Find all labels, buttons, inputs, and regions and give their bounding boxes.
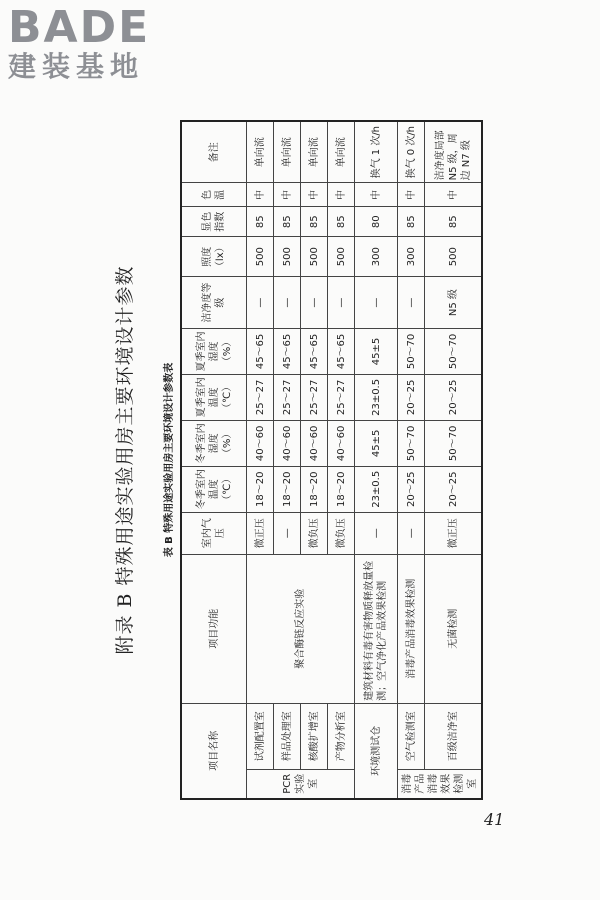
logo-subtitle: 建装基地 [8, 50, 145, 83]
group-pcr: PCR实验室 [247, 769, 355, 799]
logo-wordmark: BADE [8, 2, 151, 53]
row-summer-temp: 20～25 [398, 374, 425, 420]
page-number: 41 [484, 810, 505, 829]
row-color-rendering: 85 [274, 207, 301, 237]
row-winter-humidity: 40～60 [328, 420, 355, 466]
row-notes: 单向流 [274, 121, 301, 183]
row-winter-temp: 20～25 [398, 466, 425, 512]
bade-logo [8, 2, 178, 96]
header-illuminance: 照度（lx） [181, 237, 247, 277]
table-row [355, 121, 398, 799]
row-winter-temp: 18～20 [328, 466, 355, 512]
appendix-title: 附录 B 特殊用途实验用房主要环境设计参数 [114, 265, 136, 655]
row-color-temp: 中 [355, 183, 398, 207]
row-pressure: 微正压 [425, 512, 483, 554]
table-row [425, 121, 483, 799]
header-pressure: 室内气压 [181, 512, 247, 554]
row-pressure: — [355, 512, 398, 554]
row-name: 环境测试仓 [355, 703, 398, 799]
environment-parameter-table [180, 120, 483, 800]
row-summer-temp: 25～27 [301, 374, 328, 420]
row-pressure: — [398, 512, 425, 554]
row-winter-humidity: 40～60 [301, 420, 328, 466]
header-cleanliness: 洁净度等级 [181, 277, 247, 329]
row-notes: 单向流 [301, 121, 328, 183]
row-color-temp: 中 [425, 183, 483, 207]
row-summer-humidity: 45±5 [355, 328, 398, 374]
row-illuminance: 500 [301, 237, 328, 277]
rotated-page-content [110, 120, 490, 800]
header-color-temp: 色温 [181, 183, 247, 207]
row-cleanliness: N5 级 [425, 277, 483, 329]
row-color-rendering: 80 [355, 207, 398, 237]
row-winter-humidity: 50～70 [398, 420, 425, 466]
row-summer-temp: 25～27 [247, 374, 274, 420]
row-color-temp: 中 [301, 183, 328, 207]
row-color-temp: 中 [328, 183, 355, 207]
row-winter-temp: 23±0.5 [355, 466, 398, 512]
row-color-rendering: 85 [301, 207, 328, 237]
row-notes: 换气 0 次/h [398, 121, 425, 183]
row-summer-humidity: 45～65 [328, 328, 355, 374]
row-illuminance: 500 [274, 237, 301, 277]
row-name: 产物分析室 [328, 703, 355, 769]
row-pressure: 微负压 [328, 512, 355, 554]
row-color-rendering: 85 [425, 207, 483, 237]
row-summer-humidity: 45～65 [301, 328, 328, 374]
table-caption: 表 B 特殊用途实验用房主要环境设计参数表 [164, 362, 175, 558]
row-name: 百级洁净室 [425, 703, 483, 769]
row-name: 核酸扩增室 [301, 703, 328, 769]
header-function: 项目功能 [181, 554, 247, 703]
row-pressure: 微正压 [247, 512, 274, 554]
row-function: 无菌检测 [425, 554, 483, 703]
row-name: 空气检测室 [398, 703, 425, 769]
row-color-temp: 中 [398, 183, 425, 207]
row-pressure: — [274, 512, 301, 554]
row-notes: 单向流 [328, 121, 355, 183]
row-function: 聚合酶链反应实验 [247, 554, 355, 703]
row-illuminance: 500 [247, 237, 274, 277]
row-notes: 洁净度局部 N5 级，周边 N7 级 [425, 121, 483, 183]
row-summer-temp: 23±0.5 [355, 374, 398, 420]
row-winter-temp: 18～20 [301, 466, 328, 512]
row-winter-humidity: 40～60 [274, 420, 301, 466]
row-summer-humidity: 45～65 [274, 328, 301, 374]
header-name: 项目名称 [181, 703, 247, 799]
row-color-temp: 中 [274, 183, 301, 207]
row-winter-humidity: 40～60 [247, 420, 274, 466]
table-row [247, 121, 274, 799]
row-illuminance: 300 [398, 237, 425, 277]
row-winter-humidity: 50～70 [425, 420, 483, 466]
row-summer-humidity: 45～65 [247, 328, 274, 374]
row-winter-humidity: 45±5 [355, 420, 398, 466]
group-disinfect: 消毒产品消毒效果检测室 [398, 769, 483, 799]
row-function: 建筑材料有毒有害物质释放量检测；空气净化产品效果检测 [355, 554, 398, 703]
row-summer-temp: 20～25 [425, 374, 483, 420]
row-color-rendering: 85 [328, 207, 355, 237]
row-color-rendering: 85 [398, 207, 425, 237]
row-notes: 单向流 [247, 121, 274, 183]
row-color-temp: 中 [247, 183, 274, 207]
row-name: 试剂配置室 [247, 703, 274, 769]
table-row [398, 121, 425, 799]
header-row [181, 121, 247, 799]
header-color-rendering: 显色指数 [181, 207, 247, 237]
header-summer-temp: 夏季室内温度（℃） [181, 374, 247, 420]
header-winter-temp: 冬季室内温度（℃） [181, 466, 247, 512]
row-cleanliness: — [301, 277, 328, 329]
row-summer-humidity: 50～70 [425, 328, 483, 374]
row-function: 消毒产品消毒效果检测 [398, 554, 425, 703]
row-color-rendering: 85 [247, 207, 274, 237]
row-cleanliness: — [274, 277, 301, 329]
row-notes: 换气 1 次/h [355, 121, 398, 183]
row-illuminance: 500 [328, 237, 355, 277]
row-winter-temp: 20～25 [425, 466, 483, 512]
row-pressure: 微负压 [301, 512, 328, 554]
row-summer-temp: 25～27 [328, 374, 355, 420]
row-cleanliness: — [247, 277, 274, 329]
header-summer-humidity: 夏季室内湿度（%） [181, 328, 247, 374]
row-cleanliness: — [355, 277, 398, 329]
row-cleanliness: — [398, 277, 425, 329]
row-winter-temp: 18～20 [247, 466, 274, 512]
row-name: 样品处理室 [274, 703, 301, 769]
row-illuminance: 300 [355, 237, 398, 277]
header-winter-humidity: 冬季室内湿度（%） [181, 420, 247, 466]
row-summer-humidity: 50～70 [398, 328, 425, 374]
header-notes: 备注 [181, 121, 247, 183]
row-cleanliness: — [328, 277, 355, 329]
row-illuminance: 500 [425, 237, 483, 277]
row-winter-temp: 18～20 [274, 466, 301, 512]
row-summer-temp: 25～27 [274, 374, 301, 420]
